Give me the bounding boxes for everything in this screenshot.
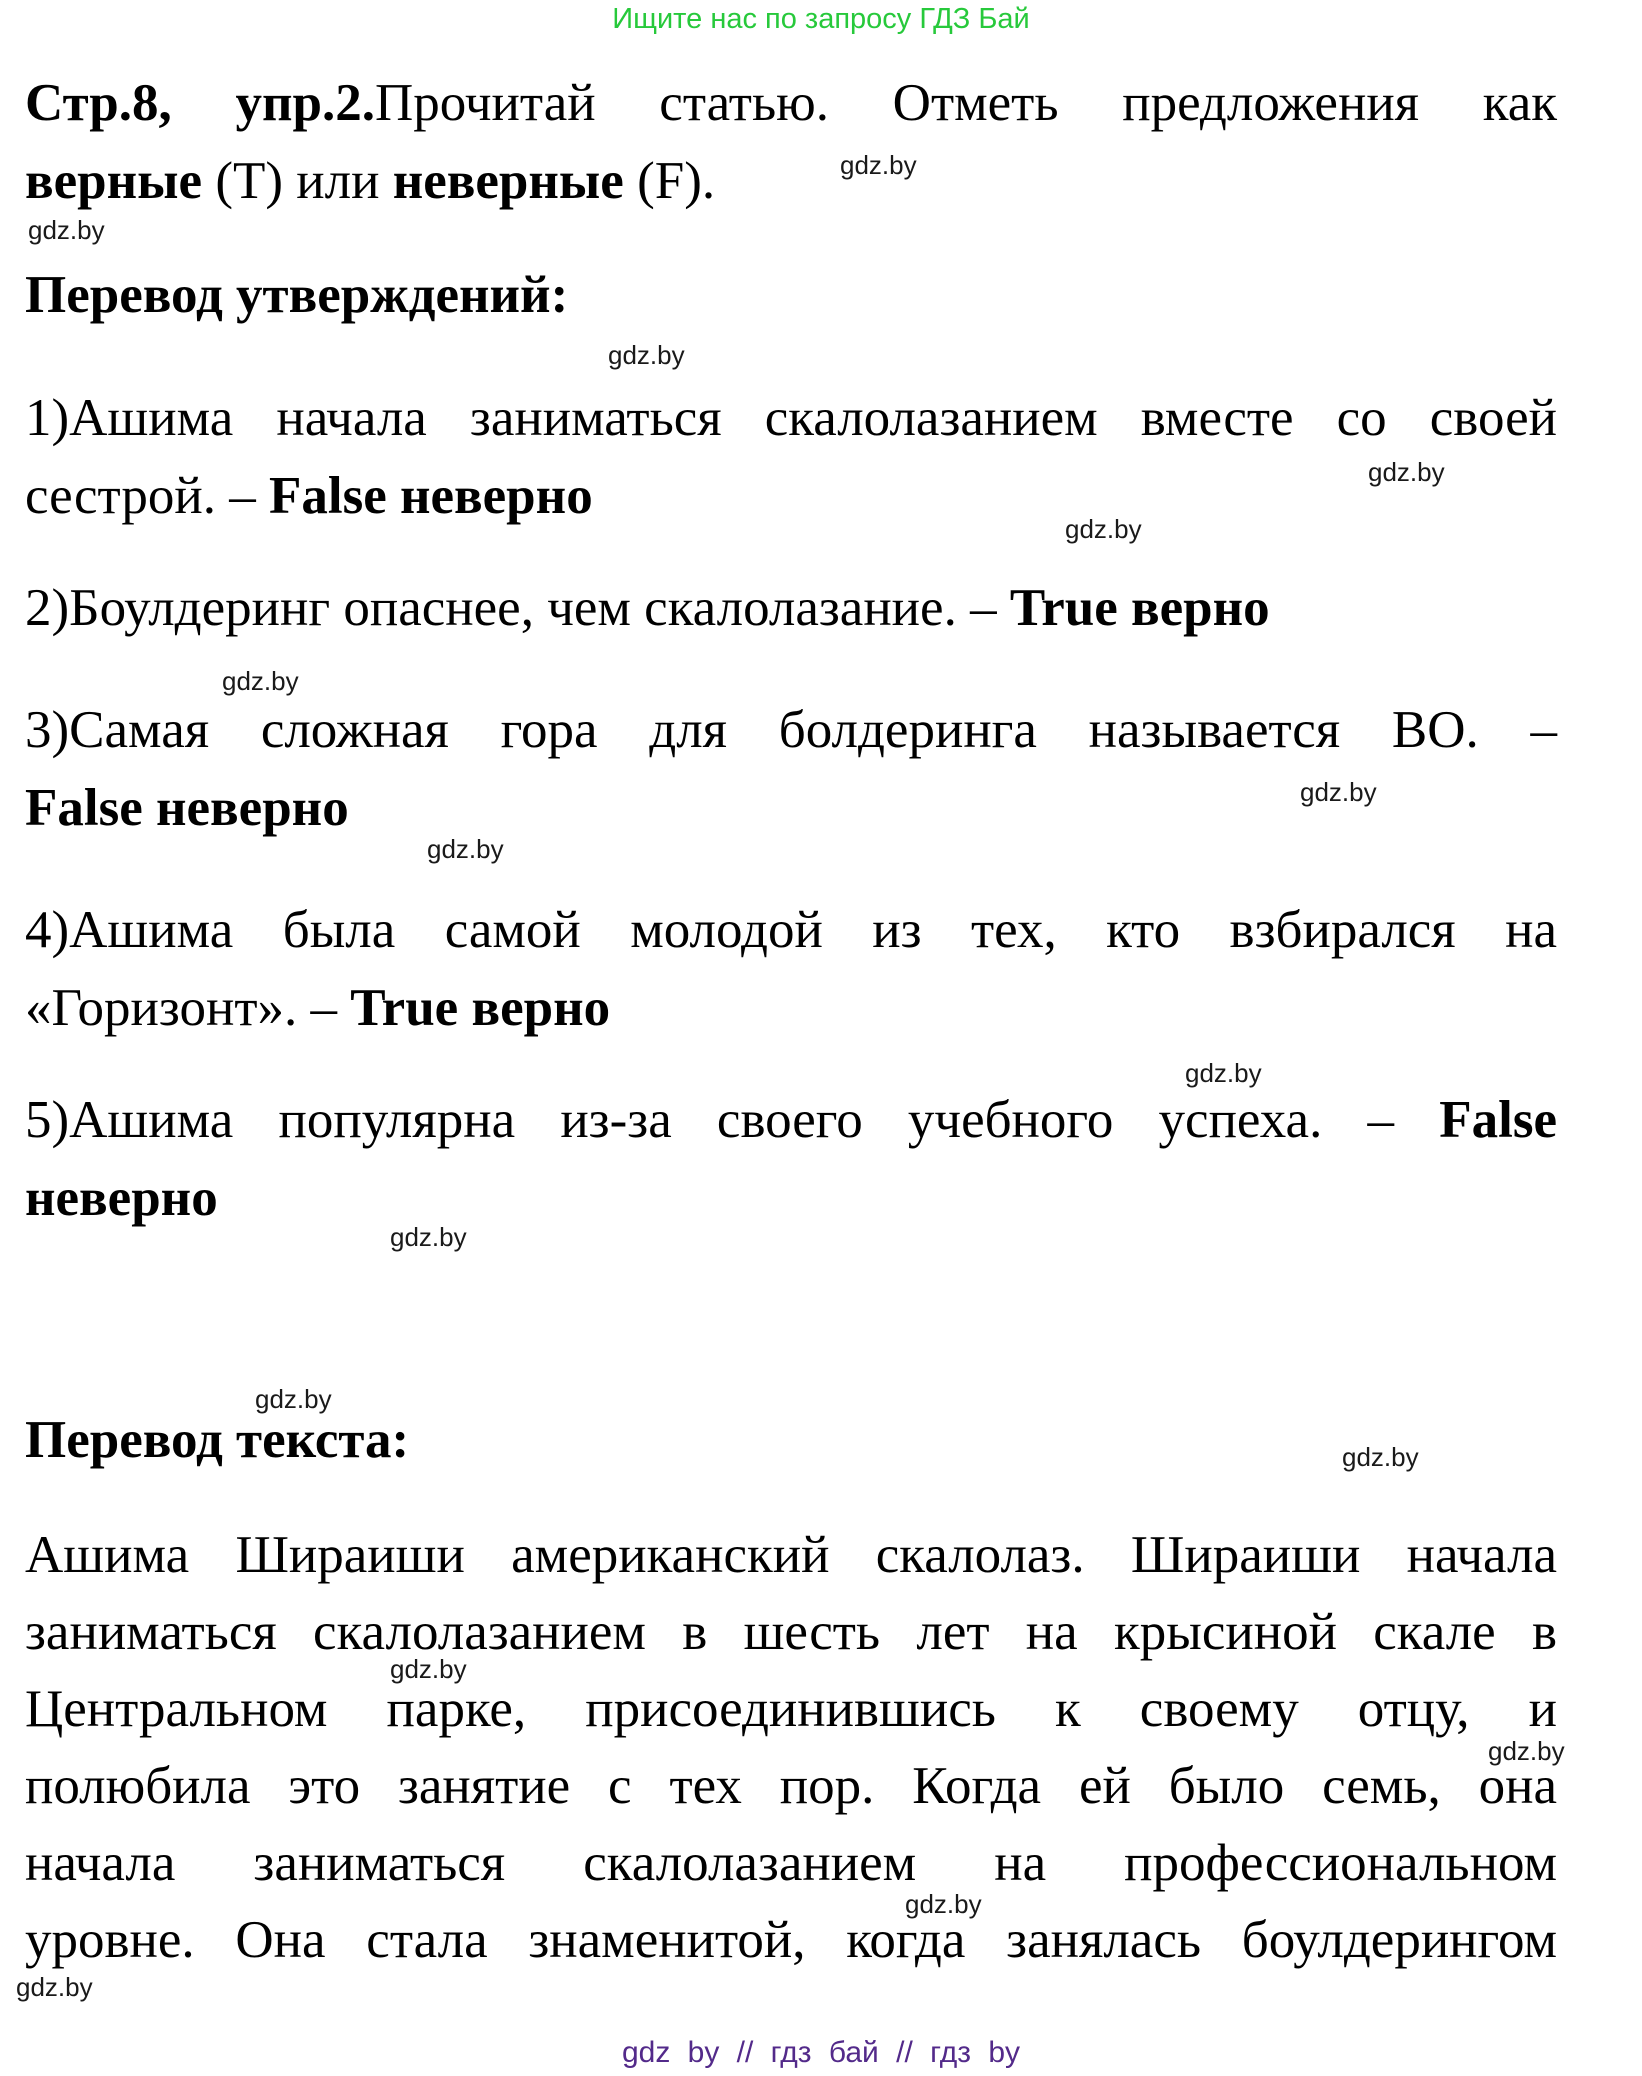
answer-text: False	[1439, 1091, 1557, 1149]
answer-text: True верно	[350, 979, 611, 1037]
footer-links: gdz by // гдз бай // гдз by	[621, 2036, 1021, 2069]
top-banner: Ищите нас по запросу ГДЗ Бай	[612, 3, 1030, 35]
statement-line	[25, 969, 1557, 1047]
watermark: gdz.by	[905, 1889, 982, 1919]
task-bold-false: неверные	[392, 152, 624, 210]
translation-line	[25, 1748, 1557, 1825]
watermark: gdz.by	[840, 150, 917, 180]
statement-line	[25, 379, 1557, 457]
translation-text: полюбила это занятие с тех пор. Когда ей было семь, она	[25, 1757, 1557, 1815]
statement-2	[25, 569, 1557, 647]
statement-line	[25, 1159, 1557, 1237]
statement-text: 4)Ашима была самой молодой из тех, кто взбирался на	[25, 901, 1557, 959]
watermark: gdz.by	[390, 1654, 467, 1684]
statement-text: 2)Боулдеринг опаснее, чем скалолазание. –	[25, 579, 1010, 637]
translation-text: начала заниматься скалолазанием на профессиональном	[25, 1834, 1557, 1892]
statement-line	[25, 1081, 1557, 1159]
statements-heading: Перевод утверждений:	[25, 266, 569, 324]
translation-heading: Перевод текста:	[25, 1411, 410, 1469]
translation-line	[25, 1671, 1557, 1748]
statement-1	[25, 379, 1557, 535]
watermark: gdz.by	[427, 834, 504, 864]
watermark: gdz.by	[1065, 514, 1142, 544]
statement-line	[25, 569, 1557, 647]
watermark: gdz.by	[390, 1222, 467, 1252]
translation-paragraph	[25, 1517, 1557, 1979]
statement-line	[25, 891, 1557, 969]
watermark: gdz.by	[222, 666, 299, 696]
translation-text: заниматься скалолазанием в шесть лет на крысиной скале в	[25, 1603, 1557, 1661]
statement-text: «Горизонт». –	[25, 979, 351, 1037]
answer-text: неверно	[25, 1169, 218, 1227]
statement-line	[25, 691, 1557, 769]
statement-line	[25, 457, 1557, 535]
statement-text: 1)Ашима начала заниматься скалолазанием вместе со своей	[25, 389, 1557, 447]
task-text: Прочитай статью. Отметь предложения как	[374, 74, 1557, 132]
statement-text: сестрой. –	[25, 467, 269, 525]
translation-line	[25, 1825, 1557, 1902]
statement-text: 5)Ашима популярна из-за своего учебного успеха. –	[25, 1091, 1440, 1149]
task-text: (Т) или	[202, 152, 393, 210]
statement-5	[25, 1081, 1557, 1237]
task-paragraph	[25, 64, 1557, 220]
translation-line	[25, 1902, 1557, 1979]
translation-line	[25, 1594, 1557, 1671]
task-line-2	[25, 142, 1557, 220]
statement-4	[25, 891, 1557, 1047]
task-bold-true: верные	[25, 152, 203, 210]
task-text: (F).	[623, 152, 716, 210]
translation-text: Центральном парке, присоединившись к своему отцу, и	[25, 1680, 1557, 1738]
watermark: gdz.by	[1342, 1442, 1419, 1472]
answer-text: False неверно	[25, 779, 349, 837]
watermark: gdz.by	[255, 1384, 332, 1414]
watermark: gdz.by	[608, 340, 685, 370]
answer-text: True верно	[1009, 579, 1270, 637]
watermark: gdz.by	[1185, 1058, 1262, 1088]
statement-text: 3)Самая сложная гора для болдеринга называется ВО. –	[25, 701, 1557, 759]
watermark: gdz.by	[28, 215, 105, 245]
watermark: gdz.by	[1488, 1736, 1565, 1766]
watermark: gdz.by	[1300, 777, 1377, 807]
task-line-1	[25, 64, 1557, 142]
task-number: Стр.8, упр.2.	[25, 74, 375, 132]
watermark: gdz.by	[16, 1972, 93, 2002]
answer-text: False неверно	[268, 467, 593, 525]
translation-line	[25, 1517, 1557, 1594]
translation-text: уровне. Она стала знаменитой, когда занялась боулдерингом	[25, 1911, 1557, 1969]
statement-3	[25, 691, 1557, 847]
watermark: gdz.by	[1368, 457, 1445, 487]
translation-text: Ашима Шираиши американский скалолаз. Шираиши начала	[25, 1526, 1557, 1584]
